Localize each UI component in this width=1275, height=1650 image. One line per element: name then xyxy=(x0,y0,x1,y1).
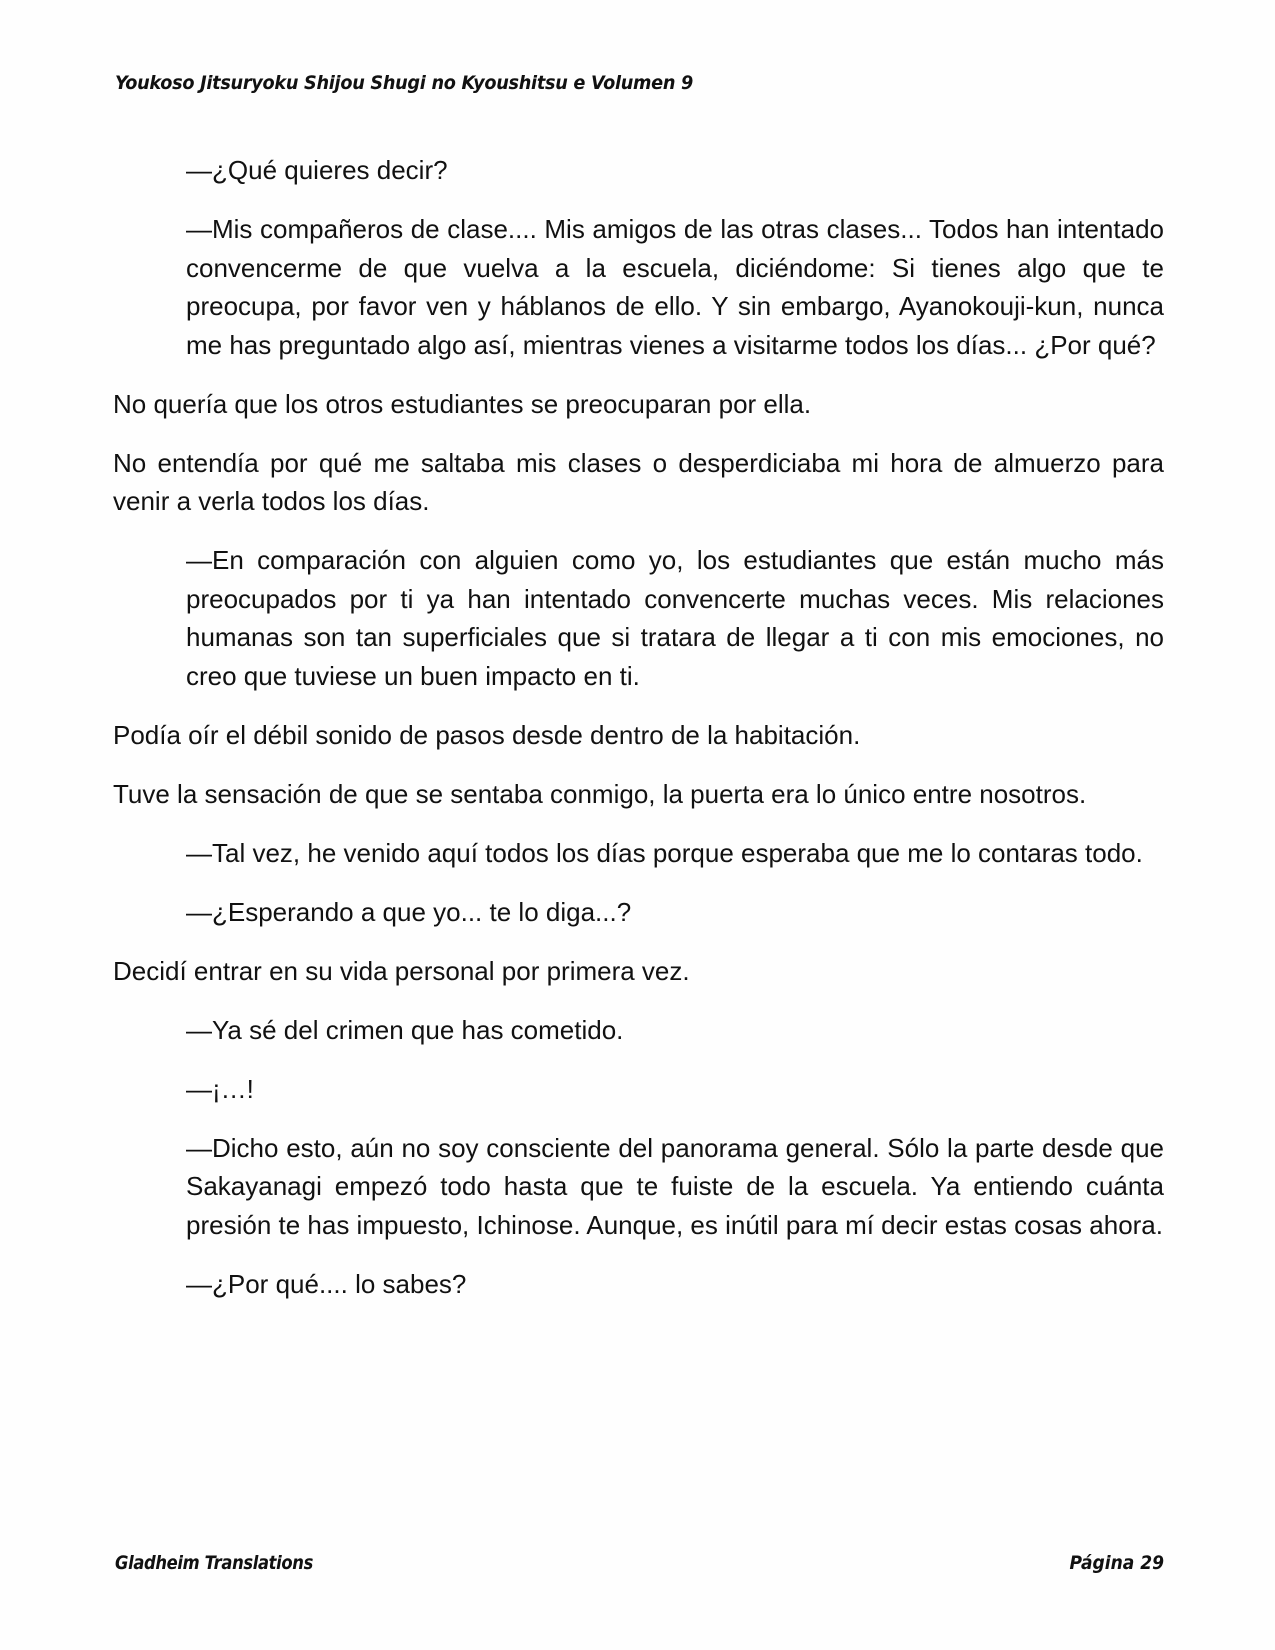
running-footer xyxy=(115,1552,1164,1578)
page-body xyxy=(113,151,1164,1324)
dialogue-paragraph: —¿Esperando a que yo... te lo diga...? xyxy=(186,896,632,927)
dialogue-paragraph: —En comparación con alguien como yo, los estudiantes que están mucho más preocupados por ti ya han intentado convencerte muchas veces. Mis relaciones humanas son tan superficiales que si tratara de llegar a ti con mis emociones, no creo que tuviese un buen impacto en ti. xyxy=(186,545,1164,691)
running-header-title: Youkoso Jitsuryoku Shijou Shugi no Kyoushitsu e Volumen 9 xyxy=(115,72,694,94)
narration-paragraph: No quería que los otros estudiantes se preocuparan por ella. xyxy=(113,388,812,419)
footer-page-number: Página 29 xyxy=(1069,1552,1164,1574)
dialogue-paragraph: —Ya sé del crimen que has cometido. xyxy=(186,1014,624,1045)
footer-translator-credit: Gladheim Translations xyxy=(115,1552,313,1574)
dialogue-paragraph: —Mis compañeros de clase.... Mis amigos de las otras clases... Todos han intentado convencerme de que vuelva a la escuela, diciéndome: Si tienes algo que te preocupa, por favor ven y háblanos de ello. Y sin embargo, Ayanokouji-kun, nunca me has preguntado algo así, mientras vienes a visitarme todos los días... ¿Por qué? xyxy=(186,214,1164,360)
dialogue-paragraph: —¡…! xyxy=(186,1073,254,1104)
narration-paragraph: Tuve la sensación de que se sentaba conmigo, la puerta era lo único entre nosotros. xyxy=(113,778,1087,809)
narration-paragraph: Podía oír el débil sonido de pasos desde dentro de la habitación. xyxy=(113,719,861,750)
narration-paragraph: No entendía por qué me saltaba mis clases o desperdiciaba mi hora de almuerzo para venir a verla todos los días. xyxy=(113,447,1164,516)
dialogue-paragraph: —Tal vez, he venido aquí todos los días porque esperaba que me lo contaras todo. xyxy=(186,837,1143,868)
dialogue-paragraph: —¿Qué quieres decir? xyxy=(186,155,448,185)
dialogue-paragraph: —¿Por qué.... lo sabes? xyxy=(186,1268,467,1299)
narration-paragraph: Decidí entrar en su vida personal por primera vez. xyxy=(113,955,690,986)
dialogue-paragraph: —Dicho esto, aún no soy consciente del panorama general. Sólo la parte desde que Sakayanagi empezó todo hasta que te fuiste de la escuela. Ya entiendo cuánta presión te has impuesto, Ichinose. Aunque, es inútil para mí decir estas cosas ahora. xyxy=(186,1132,1164,1240)
